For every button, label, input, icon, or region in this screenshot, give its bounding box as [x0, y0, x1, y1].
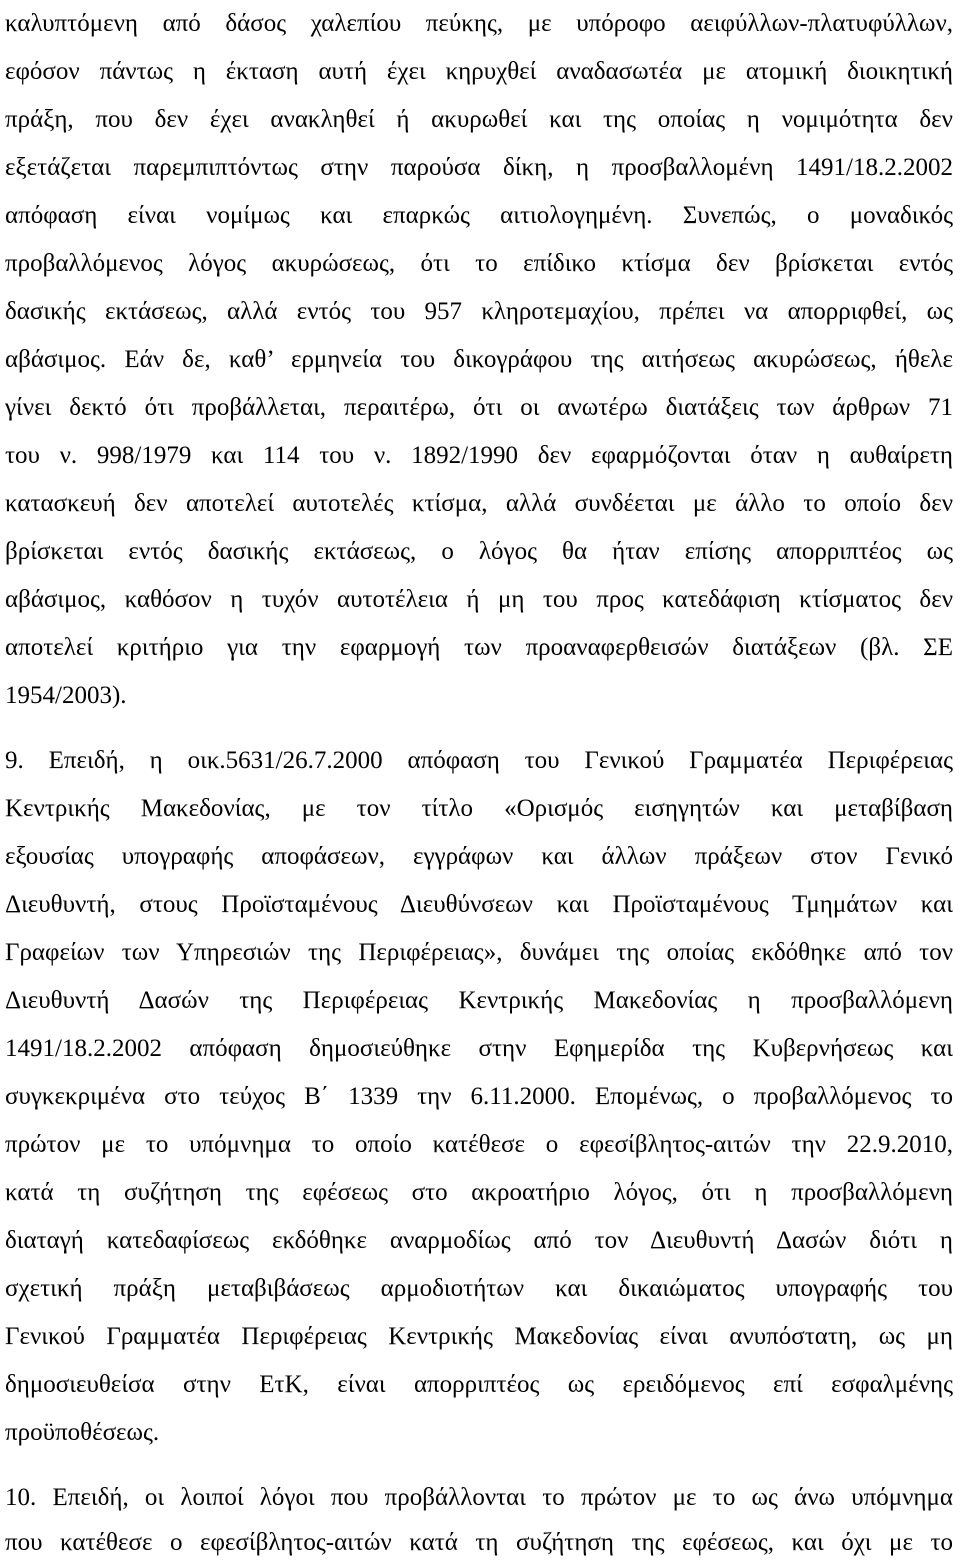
- text-line: αποτελεί κριτήριο για την εφαρμογή των προαναφερθεισών διατάξεων (βλ. ΣΕ: [5, 634, 953, 661]
- text-line: Διευθυντή Δασών της Περιφέρειας Κεντρικής Μακεδονίας η προσβαλλόμενη: [5, 987, 953, 1014]
- text-line: γίνει δεκτό ότι προβάλλεται, περαιτέρω, ότι οι ανωτέρω διατάξεις των άρθρων 71: [5, 394, 953, 421]
- text-line: του ν. 998/1979 και 114 του ν. 1892/1990 δεν εφαρμόζονται όταν η αυθαίρετη: [5, 442, 953, 469]
- text-line: εξουσίας υπογραφής αποφάσεων, εγγράφων και άλλων πράξεων στον Γενικό: [5, 843, 953, 870]
- text-line: Γραφείων των Υπηρεσιών της Περιφέρειας», δυνάμει της οποίας εκδόθηκε από τον: [5, 939, 953, 966]
- text-line: εξετάζεται παρεμπιπτόντως στην παρούσα δίκη, η προσβαλλομένη 1491/18.2.2002: [5, 154, 953, 181]
- text-line: 9. Επειδή, η οικ.5631/26.7.2000 απόφαση του Γενικού Γραμματέα Περιφέρειας: [5, 747, 953, 774]
- text-line: απόφαση είναι νομίμως και επαρκώς αιτιολογημένη. Συνεπώς, ο μοναδικός: [5, 202, 953, 229]
- text-line: σχετική πράξη μεταβιβάσεως αρμοδιοτήτων και δικαιώματος υπογραφής του: [5, 1275, 953, 1302]
- text-line: κατά τη συζήτηση της εφέσεως στο ακροατήριο λόγος, ότι η προσβαλλόμενη: [5, 1179, 953, 1206]
- paragraph-end-line: προϋποθέσεως.: [5, 1419, 160, 1446]
- text-line: πρώτον με το υπόμνημα το οποίο κατέθεσε ο εφεσίβλητος-αιτών την 22.9.2010,: [5, 1131, 953, 1158]
- text-line: εφόσον πάντως η έκταση αυτή έχει κηρυχθεί αναδασωτέα με ατομική διοικητική: [5, 58, 953, 85]
- text-line: Κεντρικής Μακεδονίας, με τον τίτλο «Ορισμός εισηγητών και μεταβίβαση: [5, 795, 953, 822]
- text-line: δασικής εκτάσεως, αλλά εντός του 957 κληροτεμαχίου, πρέπει να απορριφθεί, ως: [5, 298, 953, 325]
- text-line: διαταγή κατεδαφίσεως εκδόθηκε αναρμοδίως από τον Διευθυντή Δασών διότι η: [5, 1227, 953, 1254]
- text-line: Γενικού Γραμματέα Περιφέρειας Κεντρικής Μακεδονίας είναι ανυπόστατη, ως μη: [5, 1323, 953, 1350]
- text-line: Διευθυντή, στους Προϊσταμένους Διευθύνσεων και Προϊσταμένους Τμημάτων και: [5, 891, 953, 918]
- text-line: καλυπτόμενη από δάσος χαλεπίου πεύκης, με υπόροφο αειφύλλων-πλατυφύλλων,: [5, 10, 953, 37]
- text-line: πράξη, που δεν έχει ανακληθεί ή ακυρωθεί και της οποίας η νομιμότητα δεν: [5, 106, 953, 133]
- text-line: αβάσιμος. Εάν δε, καθ’ ερμηνεία του δικογράφου της αιτήσεως ακυρώσεως, ήθελε: [5, 346, 953, 373]
- text-line: κατασκευή δεν αποτελεί αυτοτελές κτίσμα, αλλά συνδέεται με άλλο το οποίο δεν: [5, 490, 953, 517]
- text-line: 1491/18.2.2002 απόφαση δημοσιεύθηκε στην Εφημερίδα της Κυβερνήσεως και: [5, 1035, 953, 1062]
- text-line: δημοσιευθείσα στην ΕτΚ, είναι απορριπτέος ως ερειδόμενος επί εσφαλμένης: [5, 1371, 953, 1398]
- text-line: αβάσιμος, καθόσον η τυχόν αυτοτέλεια ή μη του προς κατεδάφιση κτίσματος δεν: [5, 586, 953, 613]
- text-line: συγκεκριμένα στο τεύχος Β΄ 1339 την 6.11.2000. Επομένως, ο προβαλλόμενος το: [5, 1083, 953, 1110]
- text-line: βρίσκεται εντός δασικής εκτάσεως, ο λόγος θα ήταν επίσης απορριπτέος ως: [5, 538, 953, 565]
- text-line: προβαλλόμενος λόγος ακυρώσεως, ότι το επίδικο κτίσμα δεν βρίσκεται εντός: [5, 250, 953, 277]
- paragraph-end-line: 1954/2003).: [5, 682, 127, 709]
- text-line: 10. Επειδή, οι λοιποί λόγοι που προβάλλονται το πρώτον με το ως άνω υπόμνημα: [5, 1484, 953, 1511]
- text-line: που κατέθεσε ο εφεσίβλητος-αιτών κατά τη συζήτηση της εφέσεως, και όχι με το: [5, 1529, 953, 1556]
